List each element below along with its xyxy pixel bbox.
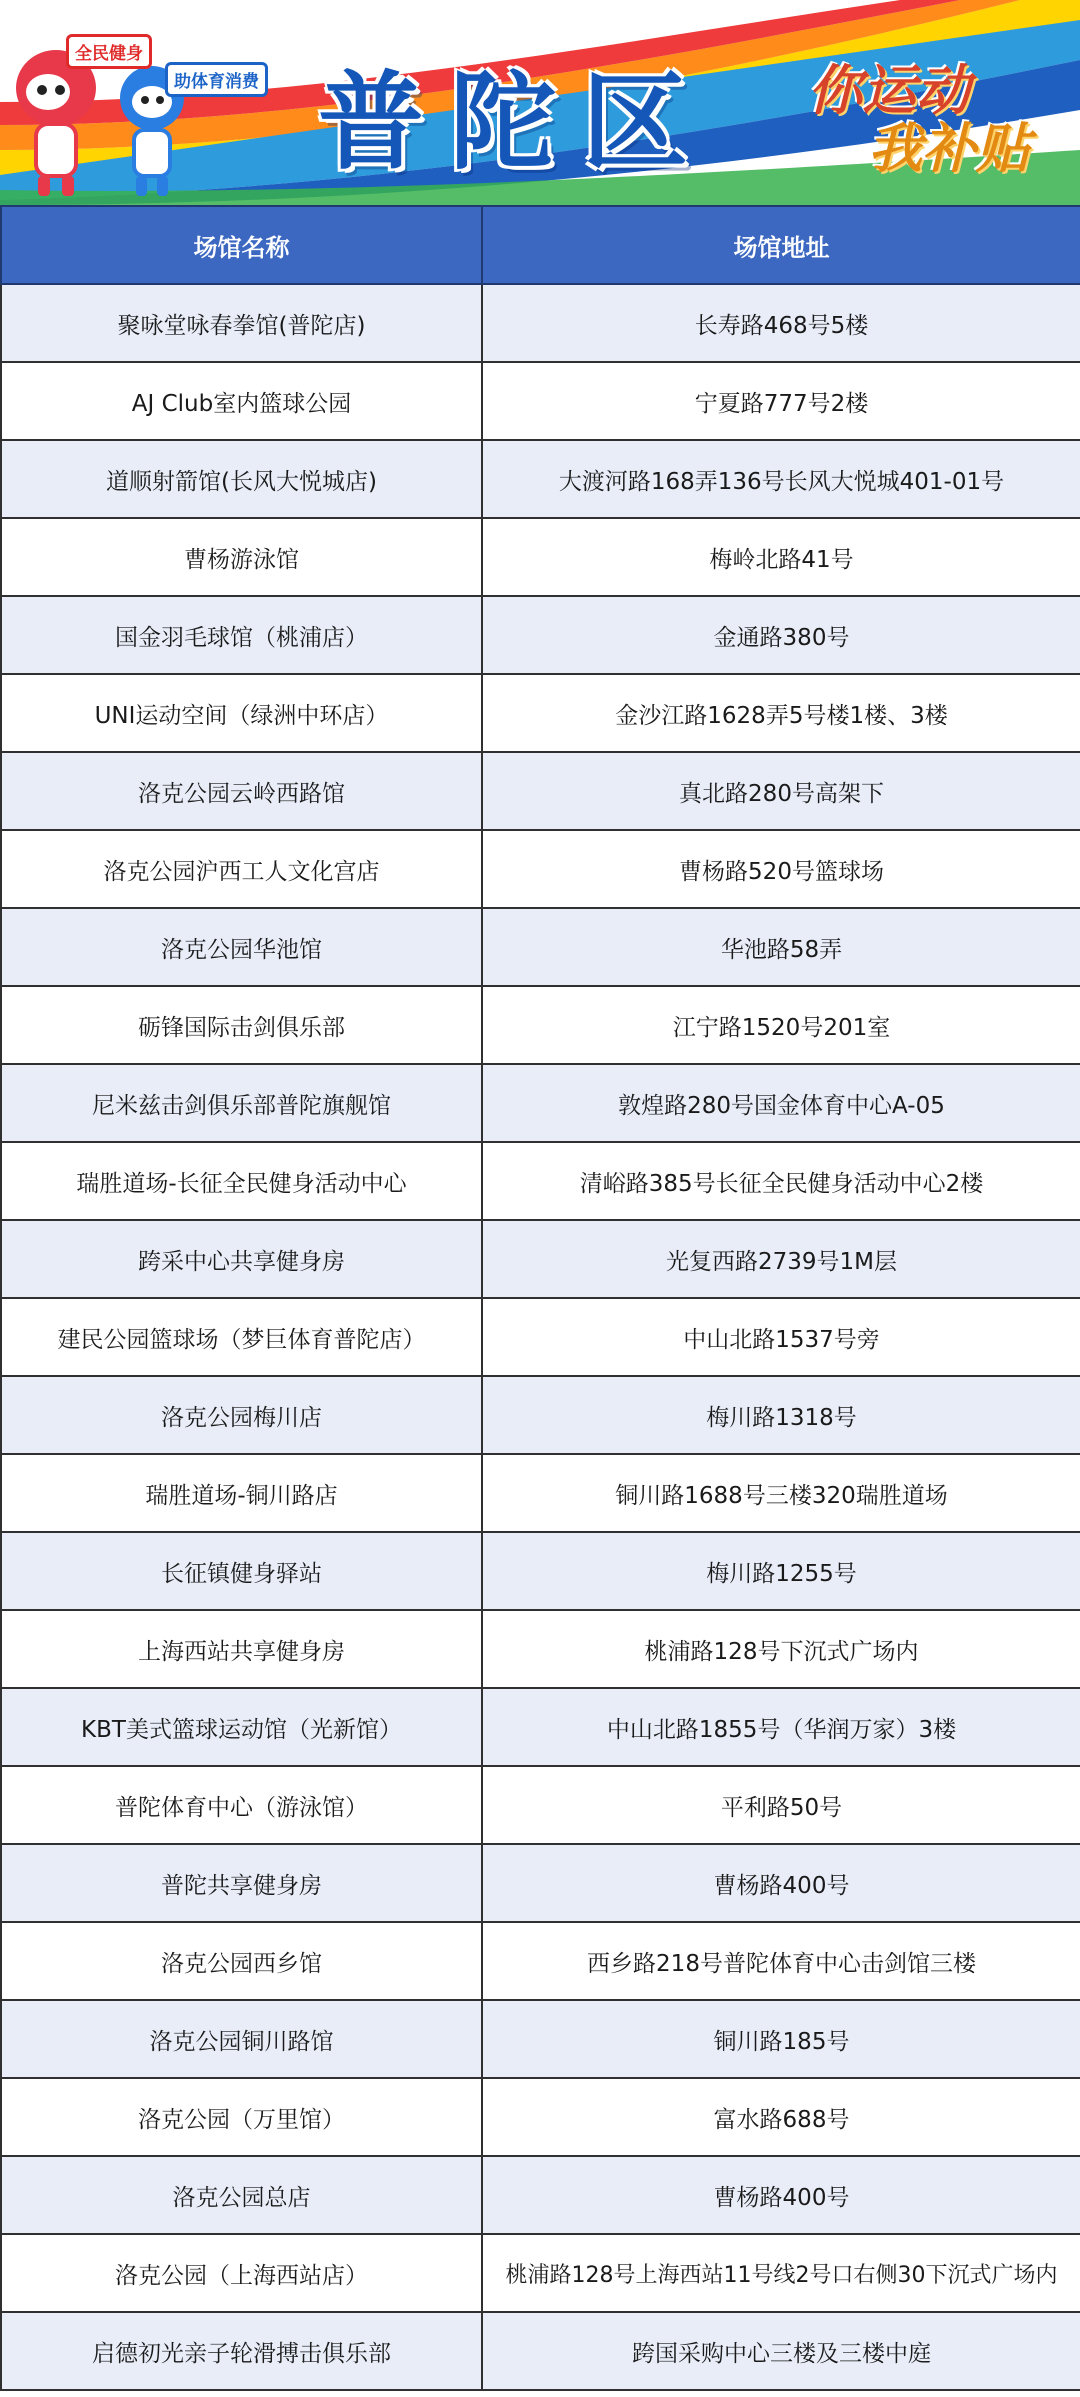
venue-address-cell: 跨国采购中心三楼及三楼中庭 [482, 2312, 1080, 2390]
table-row [1, 1220, 1080, 1298]
venue-name-cell: 洛克公园沪西工人文化宫店 [1, 830, 482, 908]
venue-address-cell: 敦煌路280号国金体育中心A-05 [482, 1064, 1080, 1142]
venue-name-cell: 尼米兹击剑俱乐部普陀旗舰馆 [1, 1064, 482, 1142]
table-row [1, 596, 1080, 674]
venue-name-cell: 洛克公园云岭西路馆 [1, 752, 482, 830]
venue-name-cell: 洛克公园（万里馆） [1, 2078, 482, 2156]
table-row [1, 362, 1080, 440]
table-row [1, 1454, 1080, 1532]
venue-name-cell: 长征镇健身驿站 [1, 1532, 482, 1610]
venue-address-cell: 宁夏路777号2楼 [482, 362, 1080, 440]
slogan-line-2: 我补贴 [868, 116, 1030, 180]
district-title: 普陀区 [318, 59, 714, 184]
venue-address-cell: 梅岭北路41号 [482, 518, 1080, 596]
table-row [1, 2234, 1080, 2312]
venue-address-cell: 长寿路468号5楼 [482, 284, 1080, 362]
table-row [1, 2156, 1080, 2234]
table-row [1, 440, 1080, 518]
slogan-line-1: 你运动 [808, 58, 970, 122]
table-body [1, 284, 1080, 2390]
venue-name-cell: 洛克公园（上海西站店） [1, 2234, 482, 2312]
venue-name-cell: 启德初光亲子轮滑搏击俱乐部 [1, 2312, 482, 2390]
table-row [1, 2078, 1080, 2156]
table-header-row [1, 206, 1080, 284]
venue-name-cell: AJ Club室内篮球公园 [1, 362, 482, 440]
venue-name-cell: 洛克公园西乡馆 [1, 1922, 482, 2000]
venue-address-cell: 中山北路1537号旁 [482, 1298, 1080, 1376]
venue-name-cell: UNI运动空间（绿洲中环店） [1, 674, 482, 752]
banner [0, 0, 1080, 205]
venue-name-cell: 曹杨游泳馆 [1, 518, 482, 596]
venue-name-cell: 国金羽毛球馆（桃浦店） [1, 596, 482, 674]
venue-address-cell: 西乡路218号普陀体育中心击剑馆三楼 [482, 1922, 1080, 2000]
venue-address-cell: 铜川路1688号三楼320瑞胜道场 [482, 1454, 1080, 1532]
table-row [1, 1688, 1080, 1766]
table-row [1, 1922, 1080, 2000]
venue-name-cell: 砺锋国际击剑俱乐部 [1, 986, 482, 1064]
table-row [1, 284, 1080, 362]
venue-address-cell: 平利路50号 [482, 1766, 1080, 1844]
venue-address-cell: 梅川路1318号 [482, 1376, 1080, 1454]
venue-name-cell: 建民公园篮球场（梦巨体育普陀店） [1, 1298, 482, 1376]
venue-address-cell: 江宁路1520号201室 [482, 986, 1080, 1064]
venue-address-cell: 曹杨路520号篮球场 [482, 830, 1080, 908]
table-row [1, 908, 1080, 986]
table-row [1, 1610, 1080, 1688]
table-row [1, 674, 1080, 752]
table-row [1, 1844, 1080, 1922]
venue-address-cell: 中山北路1855号（华润万家）3楼 [482, 1688, 1080, 1766]
header-venue-name: 场馆名称 [1, 206, 482, 284]
venue-address-cell: 桃浦路128号上海西站11号线2号口右侧30下沉式广场内 [482, 2234, 1080, 2312]
speech-bubble-left: 全民健身 [66, 34, 152, 69]
venue-name-cell: 上海西站共享健身房 [1, 1610, 482, 1688]
table-row [1, 752, 1080, 830]
venue-address-cell: 金沙江路1628弄5号楼1楼、3楼 [482, 674, 1080, 752]
venue-name-cell: 洛克公园总店 [1, 2156, 482, 2234]
venue-address-cell: 大渡河路168弄136号长风大悦城401-01号 [482, 440, 1080, 518]
header-venue-address: 场馆地址 [482, 206, 1080, 284]
table-row [1, 2312, 1080, 2390]
venue-name-cell: 洛克公园铜川路馆 [1, 2000, 482, 2078]
venue-name-cell: 瑞胜道场-长征全民健身活动中心 [1, 1142, 482, 1220]
table-row [1, 1766, 1080, 1844]
venue-address-cell: 真北路280号高架下 [482, 752, 1080, 830]
venue-name-cell: 洛克公园华池馆 [1, 908, 482, 986]
venue-address-cell: 金通路380号 [482, 596, 1080, 674]
venue-address-cell: 华池路58弄 [482, 908, 1080, 986]
venue-name-cell: 聚咏堂咏春拳馆(普陀店) [1, 284, 482, 362]
table-row [1, 1298, 1080, 1376]
table-row [1, 830, 1080, 908]
venue-name-cell: 洛克公园梅川店 [1, 1376, 482, 1454]
venue-address-cell: 曹杨路400号 [482, 1844, 1080, 1922]
speech-bubble-right: 助体育消费 [165, 62, 268, 97]
venue-address-cell: 曹杨路400号 [482, 2156, 1080, 2234]
table-row [1, 518, 1080, 596]
table-row [1, 986, 1080, 1064]
slogan [808, 48, 1058, 180]
table-row [1, 1532, 1080, 1610]
table-row [1, 2000, 1080, 2078]
venue-address-cell: 富水路688号 [482, 2078, 1080, 2156]
venue-table [0, 205, 1080, 2391]
venue-address-cell: 梅川路1255号 [482, 1532, 1080, 1610]
venue-name-cell: 普陀共享健身房 [1, 1844, 482, 1922]
venue-name-cell: 道顺射箭馆(长风大悦城店) [1, 440, 482, 518]
venue-address-cell: 桃浦路128号下沉式广场内 [482, 1610, 1080, 1688]
venue-address-cell: 清峪路385号长征全民健身活动中心2楼 [482, 1142, 1080, 1220]
table-row [1, 1376, 1080, 1454]
venue-address-cell: 光复西路2739号1M层 [482, 1220, 1080, 1298]
venue-address-cell: 铜川路185号 [482, 2000, 1080, 2078]
venue-name-cell: KBT美式篮球运动馆（光新馆） [1, 1688, 482, 1766]
venue-name-cell: 跨采中心共享健身房 [1, 1220, 482, 1298]
table-row [1, 1064, 1080, 1142]
venue-name-cell: 瑞胜道场-铜川路店 [1, 1454, 482, 1532]
table-row [1, 1142, 1080, 1220]
venue-name-cell: 普陀体育中心（游泳馆） [1, 1766, 482, 1844]
